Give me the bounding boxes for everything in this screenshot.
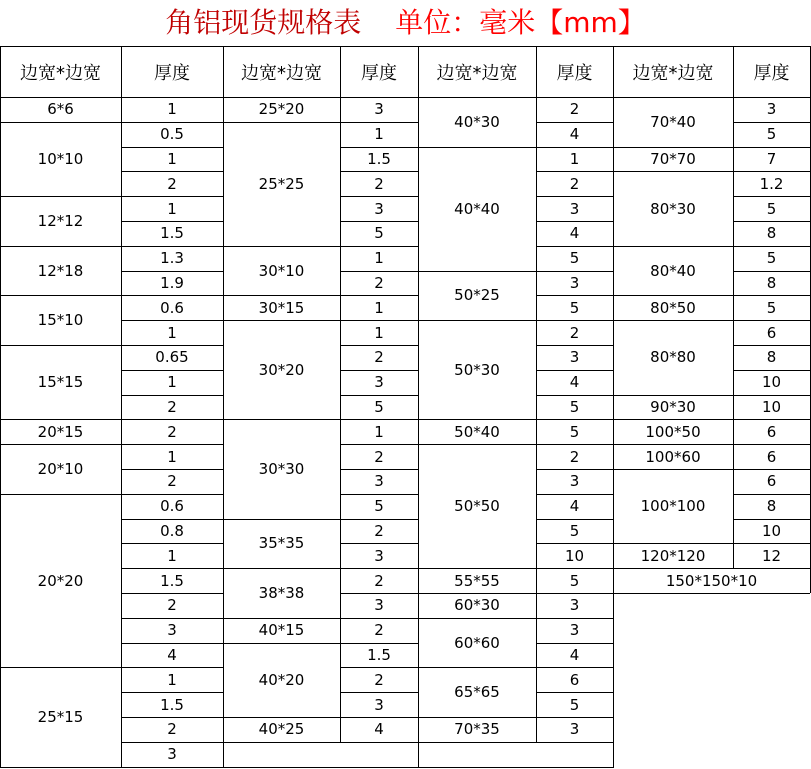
thickness-cell: 1.5	[160, 224, 184, 243]
thickness-cell: 4	[569, 497, 580, 516]
thickness-cell: 2	[167, 174, 177, 193]
thickness-cell: 4	[569, 224, 580, 243]
size-cell: 65*65	[454, 683, 500, 702]
thickness-cell: 1	[167, 323, 177, 342]
size-cell: 12*18	[37, 261, 84, 280]
thickness-cell: 0.6	[160, 298, 184, 317]
size-cell: 20*10	[37, 459, 84, 478]
thickness-cell: 2	[167, 397, 177, 416]
size-cell: 90*30	[650, 397, 696, 416]
thickness-cell: 5	[569, 695, 580, 714]
thickness-cell: 1.5	[367, 645, 391, 664]
thickness-cell: 5	[766, 298, 777, 317]
thickness-cell: 1	[167, 100, 177, 119]
thickness-cell: 5	[569, 298, 580, 317]
size-cell: 25*15	[37, 707, 84, 726]
thickness-cell: 3	[374, 472, 384, 491]
size-cell: 150*150*10	[665, 571, 758, 590]
thickness-cell: 0.8	[160, 521, 184, 540]
thickness-cell: 8	[766, 348, 777, 367]
title-unit: 单位：毫米【mm】	[395, 6, 646, 39]
thickness-cell: 3	[167, 745, 177, 764]
thickness-cell: 5	[766, 199, 777, 218]
thickness-cell: 4	[569, 125, 580, 144]
size-cell: 100*60	[645, 447, 701, 466]
thickness-cell: 3	[569, 720, 580, 739]
thickness-cell: 2	[569, 174, 580, 193]
size-cell: 6*6	[47, 100, 74, 119]
size-cell: 40*25	[258, 720, 305, 739]
size-cell: 70*35	[454, 720, 500, 739]
size-cell: 80*80	[650, 348, 696, 367]
thickness-cell: 10	[761, 373, 782, 392]
thickness-cell: 3	[766, 100, 777, 119]
size-cell: 70*40	[650, 112, 696, 131]
thickness-cell: 6	[766, 447, 777, 466]
thickness-cell: 1	[167, 149, 177, 168]
thickness-cell: 0.65	[155, 348, 189, 367]
size-cell: 60*30	[454, 596, 500, 615]
size-cell: 80*50	[650, 298, 696, 317]
header-thickness: 厚度	[556, 62, 593, 84]
size-cell: 40*20	[258, 670, 305, 689]
thickness-cell: 7	[766, 149, 777, 168]
title-main: 角铝现货规格表	[165, 6, 362, 39]
thickness-cell: 5	[766, 125, 777, 144]
thickness-cell: 5	[374, 397, 384, 416]
thickness-cell: 1.5	[160, 695, 184, 714]
thickness-cell: 1.3	[160, 249, 184, 268]
thickness-cell: 1	[167, 670, 177, 689]
thickness-cell: 3	[569, 348, 580, 367]
thickness-cell: 1.5	[160, 571, 184, 590]
thickness-cell: 2	[374, 348, 384, 367]
thickness-cell: 3	[569, 596, 580, 615]
thickness-cell: 8	[766, 273, 777, 292]
thickness-cell: 3	[374, 546, 384, 565]
thickness-cell: 5	[374, 224, 384, 243]
thickness-cell: 10	[564, 546, 585, 565]
thickness-cell: 1.9	[160, 273, 184, 292]
thickness-cell: 2	[569, 100, 580, 119]
thickness-cell: 5	[766, 249, 777, 268]
size-cell: 30*20	[258, 360, 305, 379]
thickness-cell: 5	[569, 571, 580, 590]
header-size: 边宽*边宽	[436, 62, 518, 84]
header-thickness: 厚度	[361, 62, 397, 84]
thickness-cell: 4	[569, 645, 580, 664]
thickness-cell: 3	[569, 621, 580, 640]
thickness-cell: 1	[167, 373, 177, 392]
header-size: 边宽*边宽	[20, 62, 101, 84]
thickness-cell: 2	[374, 273, 384, 292]
size-cell: 25*20	[258, 100, 305, 119]
thickness-cell: 6	[569, 670, 580, 689]
thickness-cell: 6	[766, 323, 777, 342]
thickness-cell: 5	[569, 249, 580, 268]
size-cell: 100*100	[640, 497, 706, 516]
size-cell: 10*10	[37, 149, 84, 168]
size-cell: 80*30	[650, 199, 696, 218]
page-title	[0, 0, 811, 46]
thickness-cell: 3	[374, 373, 384, 392]
thickness-cell: 2	[374, 621, 384, 640]
size-cell: 80*40	[650, 261, 696, 280]
thickness-cell: 1	[374, 125, 384, 144]
thickness-cell: 1	[374, 249, 384, 268]
size-cell: 25*25	[258, 174, 305, 193]
thickness-cell: 3	[374, 100, 384, 119]
size-cell: 50*30	[454, 360, 500, 379]
size-cell: 70*70	[650, 149, 696, 168]
size-cell: 30*10	[258, 261, 305, 280]
size-cell: 12*12	[37, 211, 84, 230]
thickness-cell: 1	[374, 422, 384, 441]
size-cell: 30*15	[258, 298, 305, 317]
thickness-cell: 2	[167, 596, 177, 615]
thickness-cell: 3	[374, 199, 384, 218]
thickness-cell: 8	[766, 497, 777, 516]
spec-table	[0, 46, 811, 769]
thickness-cell: 5	[569, 422, 580, 441]
thickness-cell: 4	[374, 720, 384, 739]
thickness-cell: 3	[569, 273, 580, 292]
thickness-cell: 1	[374, 323, 384, 342]
thickness-cell: 2	[167, 422, 177, 441]
thickness-cell: 2	[374, 174, 384, 193]
header-size: 边宽*边宽	[241, 62, 322, 84]
header-thickness: 厚度	[154, 62, 190, 84]
header-thickness: 厚度	[753, 62, 790, 84]
size-cell: 40*40	[454, 199, 500, 218]
thickness-cell: 3	[374, 596, 384, 615]
thickness-cell: 2	[374, 447, 384, 466]
thickness-cell: 2	[374, 670, 384, 689]
thickness-cell: 1.2	[759, 174, 784, 193]
thickness-cell: 0.5	[160, 125, 184, 144]
thickness-cell: 1	[167, 447, 177, 466]
size-cell: 50*50	[454, 497, 500, 516]
thickness-cell: 8	[766, 224, 777, 243]
thickness-cell: 3	[374, 695, 384, 714]
size-cell: 20*15	[37, 422, 84, 441]
size-cell: 120*120	[640, 546, 706, 565]
header-size: 边宽*边宽	[632, 62, 714, 84]
thickness-cell: 3	[569, 472, 580, 491]
thickness-cell: 5	[569, 521, 580, 540]
size-cell: 15*10	[37, 311, 84, 330]
thickness-cell: 4	[167, 645, 177, 664]
thickness-cell: 4	[569, 373, 580, 392]
thickness-cell: 10	[761, 397, 782, 416]
size-cell: 40*30	[454, 112, 500, 131]
size-cell: 35*35	[258, 534, 305, 553]
thickness-cell: 10	[761, 521, 782, 540]
size-cell: 38*38	[258, 583, 305, 602]
thickness-cell: 12	[761, 546, 782, 565]
thickness-cell: 1	[374, 298, 384, 317]
thickness-cell: 3	[167, 621, 177, 640]
size-cell: 100*50	[645, 422, 701, 441]
thickness-cell: 2	[374, 571, 384, 590]
thickness-cell: 1.5	[367, 149, 391, 168]
size-cell: 40*15	[258, 621, 305, 640]
size-cell: 20*20	[37, 571, 84, 590]
thickness-cell: 2	[167, 720, 177, 739]
thickness-cell: 5	[374, 497, 384, 516]
thickness-cell: 2	[167, 472, 177, 491]
size-cell: 15*15	[37, 373, 84, 392]
size-cell: 50*25	[454, 286, 500, 305]
thickness-cell: 2	[569, 447, 580, 466]
thickness-cell: 0.6	[160, 497, 184, 516]
thickness-cell: 6	[766, 472, 777, 491]
thickness-cell: 2	[569, 323, 580, 342]
thickness-cell: 3	[569, 199, 580, 218]
thickness-cell: 1	[167, 199, 177, 218]
thickness-cell: 2	[374, 521, 384, 540]
size-cell: 30*30	[258, 459, 305, 478]
size-cell: 50*40	[454, 422, 500, 441]
thickness-cell: 6	[766, 422, 777, 441]
thickness-cell: 1	[569, 149, 580, 168]
size-cell: 60*60	[454, 633, 500, 652]
thickness-cell: 5	[569, 397, 580, 416]
size-cell: 55*55	[454, 571, 500, 590]
thickness-cell: 1	[167, 546, 177, 565]
